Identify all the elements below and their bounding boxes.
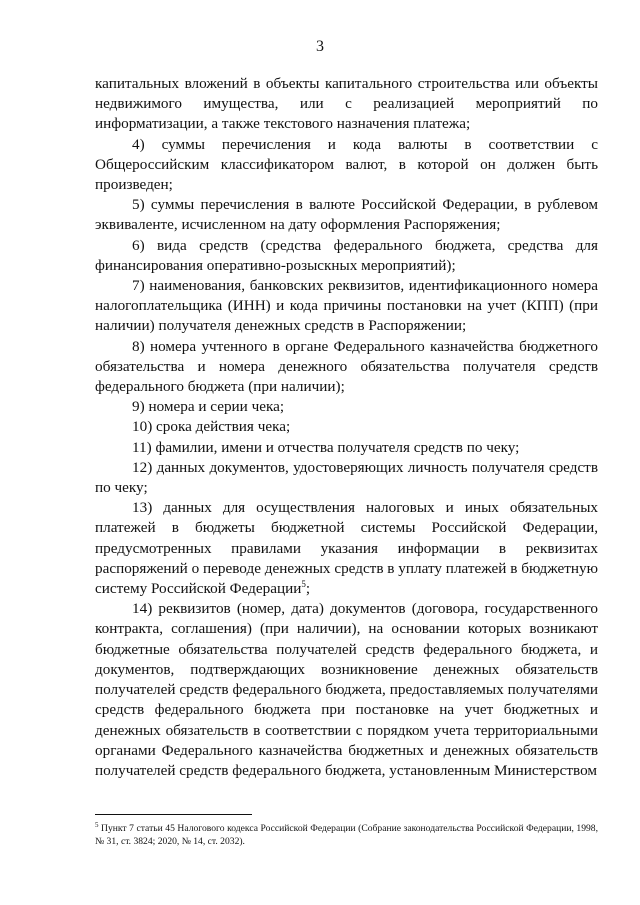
paragraph-continuation: капитальных вложений в объекты капитального строительства или объекты недвижимого имущества, или с реализацией мероприятий по информатизации, а также текстового назначения платежа; (95, 75, 598, 133)
list-item-8: 8) номера учтенного в органе Федерального казначейства бюджетного обязательства и номера денежного обязательства получателя средств федерального бюджета (при наличии); (95, 337, 598, 396)
list-item-13-tail: ; (305, 580, 311, 598)
page-number: 3 (316, 38, 324, 55)
list-item-11: 11) фамилии, имени и отчества получателя средств по чеку; (132, 438, 520, 456)
list-item-5: 5) суммы перечисления в валюте Российской Федерации, в рублевом эквиваленте, исчисленном на дату оформления Распоряжения; (95, 196, 598, 234)
footnote-mark: 5 (95, 820, 99, 829)
list-item-13 (95, 498, 598, 599)
footnote-separator (95, 814, 252, 815)
list-item-6: 6) вида средств (средства федерального бюджета, средства для финансирования оперативно-розыскных мероприятий); (95, 236, 598, 274)
list-item-14: 14) реквизитов (номер, дата) документов (договора, государственного контракта, соглашения) (при наличии), на основании которых возникают бюджетные обязательства получателей средств федерального бюджета, и документов, подтверждающих возникновение денежных обязательств получателей средств федерального бюджета, предоставляемых получателями средств федерального бюджета при постановке на учет бюджетных и денежных обязательств в соответствии с порядком учета территориальными органами Федерального казначейства бюджетных и денежных обязательств получателей средств федерального бюджета, установленным Министерством (95, 600, 598, 779)
list-item-9: 9) номера и серии чека; (132, 398, 285, 416)
list-item-13-text: 13) данных для осуществления налоговых и иных обязательных платежей в бюджеты бюджетной системы Российской Федерации, предусмотренных правилами указания информации в реквизитах распоряжений о переводе денежных средств в уплату платежей в бюджетную систему Российской Федерации (95, 499, 598, 598)
list-item-10: 10) срока действия чека; (132, 418, 291, 436)
footnote-text: Пункт 7 статьи 45 Налогового кодекса Российской Федерации (Собрание законодательства Российской Федерации, 1998, № 31, ст. 3824; 2020, № 14, ст. 2032). (95, 823, 598, 847)
footnote-reference[interactable]: 5 (301, 579, 306, 590)
list-item-12: 12) данных документов, удостоверяющих личность получателя средств по чеку; (95, 458, 598, 497)
document-body (95, 74, 598, 781)
list-item-7: 7) наименования, банковских реквизитов, идентификационного номера налогоплательщика (ИНН) и кода причины постановки на учет (КПП) (при наличии) получателя денежных средств в Распоряжении; (95, 277, 598, 335)
list-item-4: 4) суммы перечисления и кода валюты в соответствии с Общероссийским классификатором валют, в которой он должен быть произведен; (95, 135, 598, 194)
footnote (95, 822, 598, 848)
